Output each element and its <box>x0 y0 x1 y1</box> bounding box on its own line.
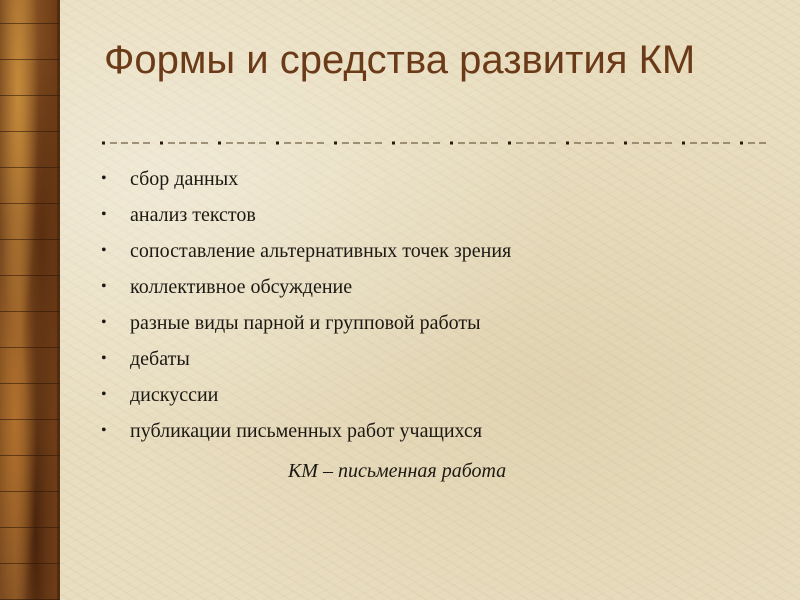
bullet-icon: • <box>101 242 107 259</box>
title-divider <box>100 139 776 147</box>
list-item <box>101 341 511 377</box>
divider-dot <box>334 142 337 145</box>
bullet-icon: • <box>101 350 107 367</box>
divider-dot <box>566 142 569 145</box>
decorative-sidebar <box>0 0 60 600</box>
slide-title: Формы и средства развития КМ <box>104 38 696 82</box>
bullet-text: коллективное обсуждение <box>130 275 353 298</box>
bullet-text: разные виды парной и групповой работы <box>130 311 481 334</box>
bullet-text: сбор данных <box>130 167 239 190</box>
list-item <box>101 413 511 449</box>
bullet-text: анализ текстов <box>130 203 256 226</box>
divider-dot <box>682 142 685 145</box>
conclusion-text: КМ – письменная работа <box>288 460 507 482</box>
divider-dot <box>740 142 743 145</box>
list-item <box>101 377 511 413</box>
divider-dot <box>218 142 221 145</box>
divider-dot <box>624 142 627 145</box>
list-item <box>101 233 511 269</box>
list-item <box>101 269 511 305</box>
bullet-icon: • <box>101 422 107 439</box>
bullet-icon: • <box>101 170 107 187</box>
bullet-text: публикации письменных работ учащихся <box>130 419 483 442</box>
list-item <box>101 305 511 341</box>
divider-dot <box>508 142 511 145</box>
bullet-text: дебаты <box>130 347 190 370</box>
bullet-icon: • <box>101 314 107 331</box>
bullet-icon: • <box>101 278 107 295</box>
divider-dot <box>160 142 163 145</box>
divider-dot <box>276 142 279 145</box>
list-item <box>101 197 511 233</box>
divider-dot <box>392 142 395 145</box>
list-item <box>101 161 511 197</box>
bullet-icon: • <box>101 206 107 223</box>
divider-dot <box>102 142 105 145</box>
bullet-text: дискуссии <box>130 383 219 406</box>
bullet-icon: • <box>101 386 107 403</box>
bullet-list <box>101 161 511 449</box>
bullet-text: сопоставление альтернативных точек зрения <box>130 239 512 262</box>
divider-dot <box>450 142 453 145</box>
